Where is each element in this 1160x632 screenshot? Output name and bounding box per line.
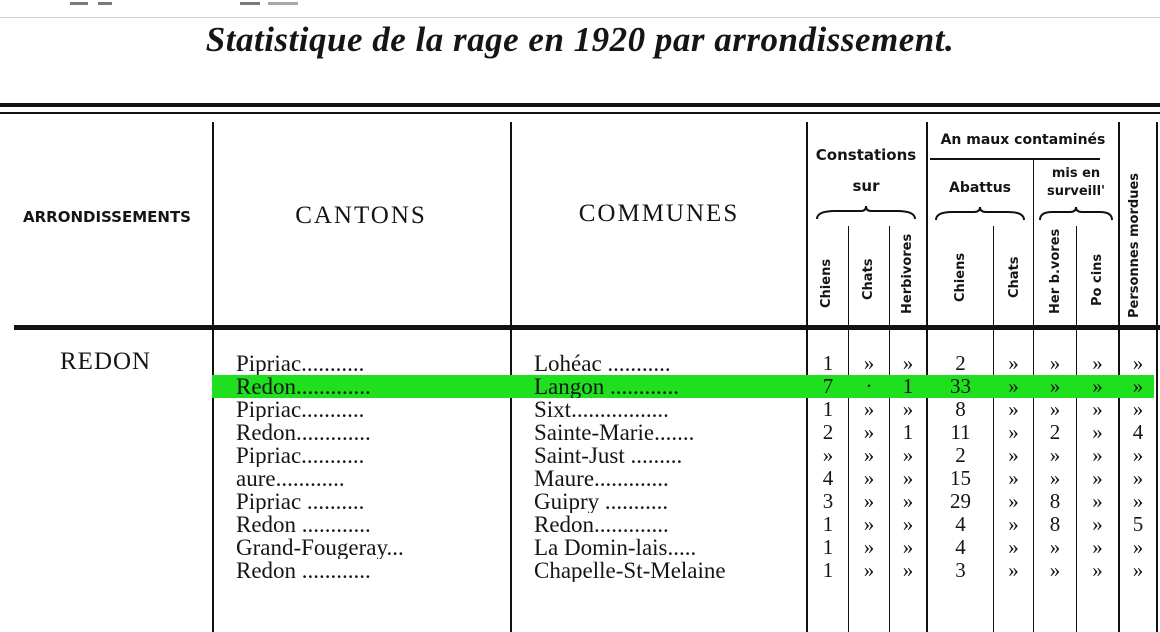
cell-s-porcins: » bbox=[1092, 559, 1103, 582]
cell-s-herb: » bbox=[1049, 444, 1061, 467]
cell-c-chats: » bbox=[863, 490, 875, 513]
scan-mark bbox=[98, 2, 112, 5]
cell-canton: Redon ............ bbox=[236, 513, 371, 536]
header-porcins: Po cins bbox=[1090, 253, 1105, 306]
header-arrondissements: ARRONDISSEMENTS bbox=[23, 208, 191, 226]
cell-c-chiens: 1 bbox=[822, 398, 834, 421]
cell-a-chiens: 4 bbox=[955, 513, 966, 536]
header-surveill: surveill' bbox=[1046, 184, 1106, 199]
cell-c-chats: » bbox=[863, 559, 875, 582]
cell-a-chats: » bbox=[1008, 490, 1019, 513]
cell-a-chiens: 29 bbox=[950, 490, 971, 513]
cell-c-herb: » bbox=[902, 490, 914, 513]
cell-commune: Langon ............ bbox=[534, 375, 680, 398]
cell-c-chats: » bbox=[863, 352, 875, 375]
cell-c-chiens: 1 bbox=[822, 536, 834, 559]
cell-c-herb: » bbox=[902, 559, 914, 582]
cell-personnes: » bbox=[1132, 398, 1144, 421]
arrondissement-name: REDON bbox=[60, 348, 152, 375]
cell-c-herb: » bbox=[902, 398, 914, 421]
cell-c-herb: 1 bbox=[902, 421, 914, 444]
cell-c-chiens: » bbox=[822, 444, 834, 467]
cell-a-chiens: 2 bbox=[955, 444, 966, 467]
cell-personnes: » bbox=[1132, 375, 1144, 398]
cell-a-chats: » bbox=[1008, 559, 1019, 582]
scan-mark bbox=[268, 2, 298, 5]
brace-surveill bbox=[1038, 206, 1114, 224]
cell-canton: Pipriac........... bbox=[236, 352, 365, 375]
cell-s-porcins: » bbox=[1092, 352, 1103, 375]
header-chiens-abattus: Chiens bbox=[953, 252, 968, 302]
header-bottom-rule bbox=[14, 325, 1160, 330]
cell-personnes: 5 bbox=[1132, 513, 1144, 536]
cell-canton: Redon............. bbox=[236, 421, 371, 444]
cell-s-porcins: » bbox=[1092, 444, 1103, 467]
cell-canton: Pipriac........... bbox=[236, 444, 365, 467]
table-top-rule-thin bbox=[0, 112, 1160, 114]
cell-a-chats: » bbox=[1008, 536, 1019, 559]
cell-canton: Pipriac........... bbox=[236, 398, 365, 421]
header-cantons: CANTONS bbox=[295, 202, 427, 229]
cell-c-chats: · bbox=[865, 375, 873, 398]
cell-s-porcins: » bbox=[1092, 513, 1103, 536]
scan-edge-line bbox=[0, 17, 1160, 18]
cell-c-chiens: 2 bbox=[822, 421, 834, 444]
cell-a-chiens: 15 bbox=[950, 467, 971, 490]
cell-c-chats: » bbox=[863, 421, 875, 444]
cell-s-porcins: » bbox=[1092, 398, 1103, 421]
cell-s-herb: » bbox=[1049, 352, 1061, 375]
header-abattus: Abattus bbox=[949, 180, 1011, 196]
header-chats: Chats bbox=[861, 258, 876, 300]
group-underline bbox=[930, 158, 1100, 160]
cell-commune: Chapelle-St-Melaine bbox=[534, 559, 726, 582]
cell-c-chiens: 3 bbox=[822, 490, 834, 513]
header-animaux-contamines: An maux contaminés bbox=[940, 132, 1106, 148]
header-herbivores: Herbivores bbox=[900, 233, 915, 314]
cell-c-herb: » bbox=[902, 352, 914, 375]
cell-personnes: 4 bbox=[1132, 421, 1144, 444]
cell-canton: Redon ............ bbox=[236, 559, 371, 582]
cell-a-chats: » bbox=[1008, 375, 1019, 398]
header-chiens: Chiens bbox=[819, 258, 834, 308]
header-herbivores-surveill: Her b.vores bbox=[1048, 228, 1063, 314]
cell-s-herb: » bbox=[1049, 467, 1061, 490]
cell-c-chats: » bbox=[863, 513, 875, 536]
cell-c-herb: » bbox=[902, 513, 914, 536]
cell-s-herb: » bbox=[1049, 375, 1061, 398]
cell-commune: Sixt................. bbox=[534, 398, 669, 421]
cell-a-chats: » bbox=[1008, 513, 1019, 536]
cell-s-porcins: » bbox=[1092, 467, 1103, 490]
cell-c-chats: » bbox=[863, 536, 875, 559]
scan-top-edge bbox=[0, 0, 1160, 18]
cell-s-porcins: » bbox=[1092, 421, 1103, 444]
header-personnes-mordues: Personnes mordues bbox=[1127, 172, 1142, 318]
cell-c-chiens: 1 bbox=[822, 513, 834, 536]
cell-personnes: » bbox=[1132, 444, 1144, 467]
header-mis-en: mis en bbox=[1051, 166, 1101, 181]
header-chats-abattus: Chats bbox=[1007, 256, 1022, 298]
header-constatations: Constations bbox=[815, 146, 917, 164]
cell-a-chiens: 4 bbox=[955, 536, 966, 559]
cell-c-chats: » bbox=[863, 444, 875, 467]
cell-a-chats: » bbox=[1008, 352, 1019, 375]
cell-commune: Lohéac ........... bbox=[534, 352, 671, 375]
cell-c-chats: » bbox=[863, 467, 875, 490]
cell-a-chats: » bbox=[1008, 398, 1019, 421]
cell-a-chats: » bbox=[1008, 444, 1019, 467]
cell-personnes: » bbox=[1132, 559, 1144, 582]
cell-s-herb: » bbox=[1049, 536, 1061, 559]
brace-constatations bbox=[815, 205, 917, 223]
header-sur: sur bbox=[852, 177, 880, 195]
cell-a-chiens: 3 bbox=[955, 559, 966, 582]
cell-s-porcins: » bbox=[1092, 490, 1103, 513]
cell-personnes: » bbox=[1132, 490, 1144, 513]
cell-a-chiens: 2 bbox=[955, 352, 966, 375]
table-top-rule bbox=[0, 103, 1160, 107]
cell-c-herb: » bbox=[902, 536, 914, 559]
cell-s-herb: 8 bbox=[1049, 490, 1061, 513]
cell-s-porcins: » bbox=[1092, 375, 1103, 398]
cell-canton: Grand-Fougeray... bbox=[236, 536, 404, 559]
cell-a-chiens: 11 bbox=[950, 421, 971, 444]
cell-c-chiens: 7 bbox=[822, 375, 834, 398]
cell-s-porcins: » bbox=[1092, 536, 1103, 559]
page-title: Statistique de la rage en 1920 par arrondissement. bbox=[205, 20, 955, 59]
cell-s-herb: 2 bbox=[1049, 421, 1061, 444]
cell-commune: Maure............. bbox=[534, 467, 669, 490]
cell-personnes: » bbox=[1132, 467, 1144, 490]
cell-canton: aure............ bbox=[236, 467, 345, 490]
cell-canton: Redon............. bbox=[236, 375, 371, 398]
cell-a-chats: » bbox=[1008, 467, 1019, 490]
cell-commune: Guipry ........... bbox=[534, 490, 669, 513]
cell-c-herb: » bbox=[902, 444, 914, 467]
cell-a-chiens: 8 bbox=[955, 398, 966, 421]
brace-abattus bbox=[934, 206, 1026, 224]
cell-c-chiens: 4 bbox=[822, 467, 834, 490]
cell-s-herb: » bbox=[1049, 398, 1061, 421]
cell-commune: Redon............. bbox=[534, 513, 669, 536]
cell-s-herb: » bbox=[1049, 559, 1061, 582]
cell-personnes: » bbox=[1132, 536, 1144, 559]
cell-a-chats: » bbox=[1008, 421, 1019, 444]
cell-c-chiens: 1 bbox=[822, 559, 834, 582]
cell-c-herb: 1 bbox=[902, 375, 914, 398]
cell-c-herb: » bbox=[902, 467, 914, 490]
cell-personnes: » bbox=[1132, 352, 1144, 375]
cell-c-chats: » bbox=[863, 398, 875, 421]
cell-commune: Sainte-Marie....... bbox=[534, 421, 695, 444]
cell-s-herb: 8 bbox=[1049, 513, 1061, 536]
header-communes: COMMUNES bbox=[578, 200, 740, 227]
cell-commune: La Domin-lais..... bbox=[534, 536, 697, 559]
cell-commune: Saint-Just ......... bbox=[534, 444, 683, 467]
col-rule bbox=[1156, 122, 1158, 632]
cell-c-chiens: 1 bbox=[822, 352, 834, 375]
scan-mark bbox=[70, 2, 88, 5]
scan-mark bbox=[240, 2, 260, 5]
cell-canton: Pipriac .......... bbox=[236, 490, 365, 513]
cell-a-chiens: 33 bbox=[950, 375, 971, 398]
